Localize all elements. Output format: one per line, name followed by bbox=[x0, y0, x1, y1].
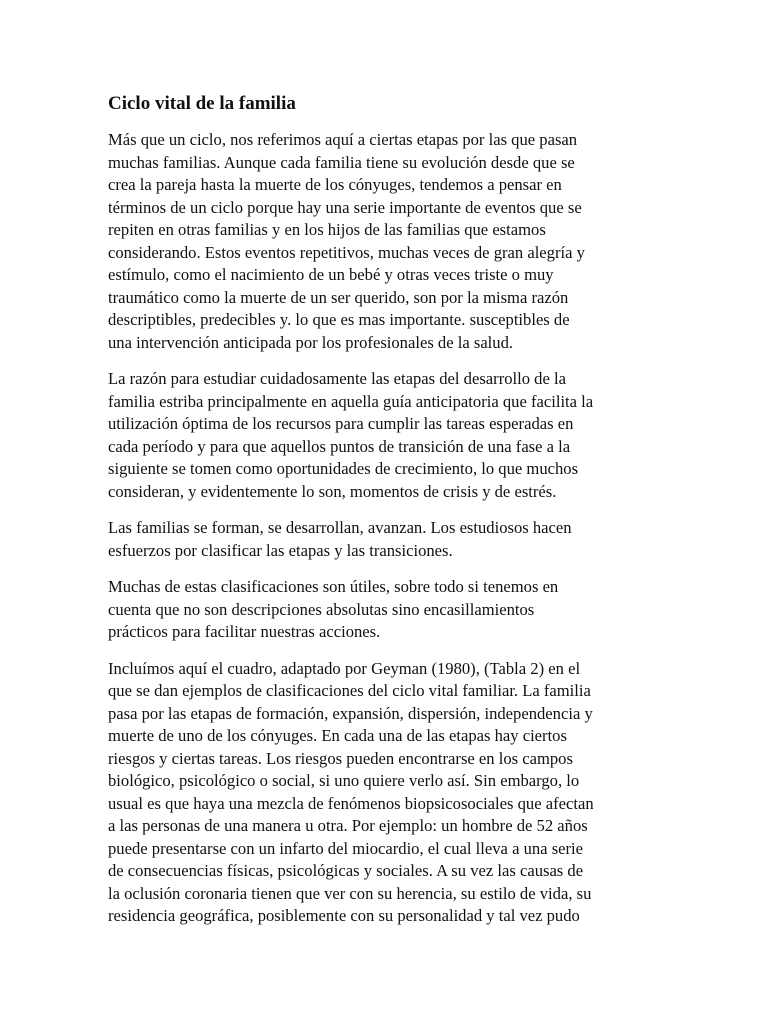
text-line: usual es que haya una mezcla de fenómenos biopsicosociales que afectan bbox=[108, 793, 594, 813]
text-line: Incluímos aquí el cuadro, adaptado por Geyman (1980), (Tabla 2) en el bbox=[108, 658, 581, 678]
text-line: utilización óptima de los recursos para cumplir las tareas esperadas en bbox=[108, 414, 574, 433]
text-line: a las personas de una manera u otra. Por ejemplo: un hombre de 52 años bbox=[108, 816, 588, 835]
text-line: Más que un ciclo, nos referimos aquí a ciertas etapas por las que pasan bbox=[108, 130, 578, 149]
text-line: términos de un ciclo porque hay una serie importante de eventos que se bbox=[108, 197, 582, 217]
text-line: puede presentarse con un infarto del miocardio, el cual lleva a una serie bbox=[108, 838, 584, 858]
text-line: considerando. Estos eventos repetitivos, muchas veces de gran alegría y bbox=[108, 242, 585, 262]
text-line: la oclusión coronaria tienen que ver con su herencia, su estilo de vida, su bbox=[108, 883, 592, 903]
paragraph bbox=[108, 368, 668, 503]
text-line: prácticos para facilitar nuestras acciones. bbox=[108, 622, 381, 641]
text-line: de consecuencias físicas, psicológicas y sociales. A su vez las causas de bbox=[108, 861, 584, 880]
text-line: familia estriba principalmente en aquella guía anticipatoria que facilita la bbox=[108, 391, 594, 411]
text-line: estímulo, como el nacimiento de un bebé y otras veces triste o muy bbox=[108, 265, 554, 284]
text-line: crea la pareja hasta la muerte de los cónyuges, tendemos a pensar en bbox=[108, 175, 562, 194]
document-title: Ciclo vital de la familia bbox=[108, 93, 296, 114]
text-line: Muchas de estas clasificaciones son útiles, sobre todo si tenemos en bbox=[108, 577, 559, 596]
paragraph bbox=[108, 129, 668, 354]
text-line: repiten en otras familias y en los hijos de las familias que estamos bbox=[108, 220, 546, 239]
paragraphs-container bbox=[108, 129, 668, 928]
text-line: esfuerzos por clasificar las etapas y las transiciones. bbox=[108, 540, 453, 560]
text-line: una intervención anticipada por los profesionales de la salud. bbox=[108, 332, 514, 352]
text-line: cada período y para que aquellos puntos de transición de una fase a la bbox=[108, 436, 571, 456]
text-line: muchas familias. Aunque cada familia tiene su evolución desde que se bbox=[108, 152, 575, 172]
document-content bbox=[108, 92, 668, 942]
text-line: Las familias se forman, se desarrollan, avanzan. Los estudiosos hacen bbox=[108, 518, 572, 537]
text-line: cuenta que no son descripciones absolutas sino encasillamientos bbox=[108, 599, 535, 619]
text-line: residencia geográfica, posiblemente con su personalidad y tal vez pudo bbox=[108, 906, 580, 925]
text-line: que se dan ejemplos de clasificaciones del ciclo vital familiar. La familia bbox=[108, 681, 591, 700]
text-line: traumático como la muerte de un ser querido, son por la misma razón bbox=[108, 287, 569, 307]
text-line: riesgos y ciertas tareas. Los riesgos pueden encontrarse en los campos bbox=[108, 748, 573, 768]
paragraph bbox=[108, 517, 668, 562]
text-line: muerte de uno de los cónyuges. En cada una de las etapas hay ciertos bbox=[108, 726, 567, 745]
text-line: consideran, y evidentemente lo son, momentos de crisis y de estrés. bbox=[108, 481, 557, 501]
paragraph bbox=[108, 576, 668, 644]
paragraph bbox=[108, 658, 668, 928]
text-line: siguiente se tomen como oportunidades de crecimiento, lo que muchos bbox=[108, 459, 579, 478]
text-line: biológico, psicológico o social, si uno quiere verlo así. Sin embargo, lo bbox=[108, 771, 580, 790]
text-line: pasa por las etapas de formación, expansión, dispersión, independencia y bbox=[108, 703, 593, 723]
text-line: La razón para estudiar cuidadosamente las etapas del desarrollo de la bbox=[108, 369, 566, 388]
text-line: descriptibles, predecibles y. lo que es mas importante. susceptibles de bbox=[108, 310, 570, 329]
